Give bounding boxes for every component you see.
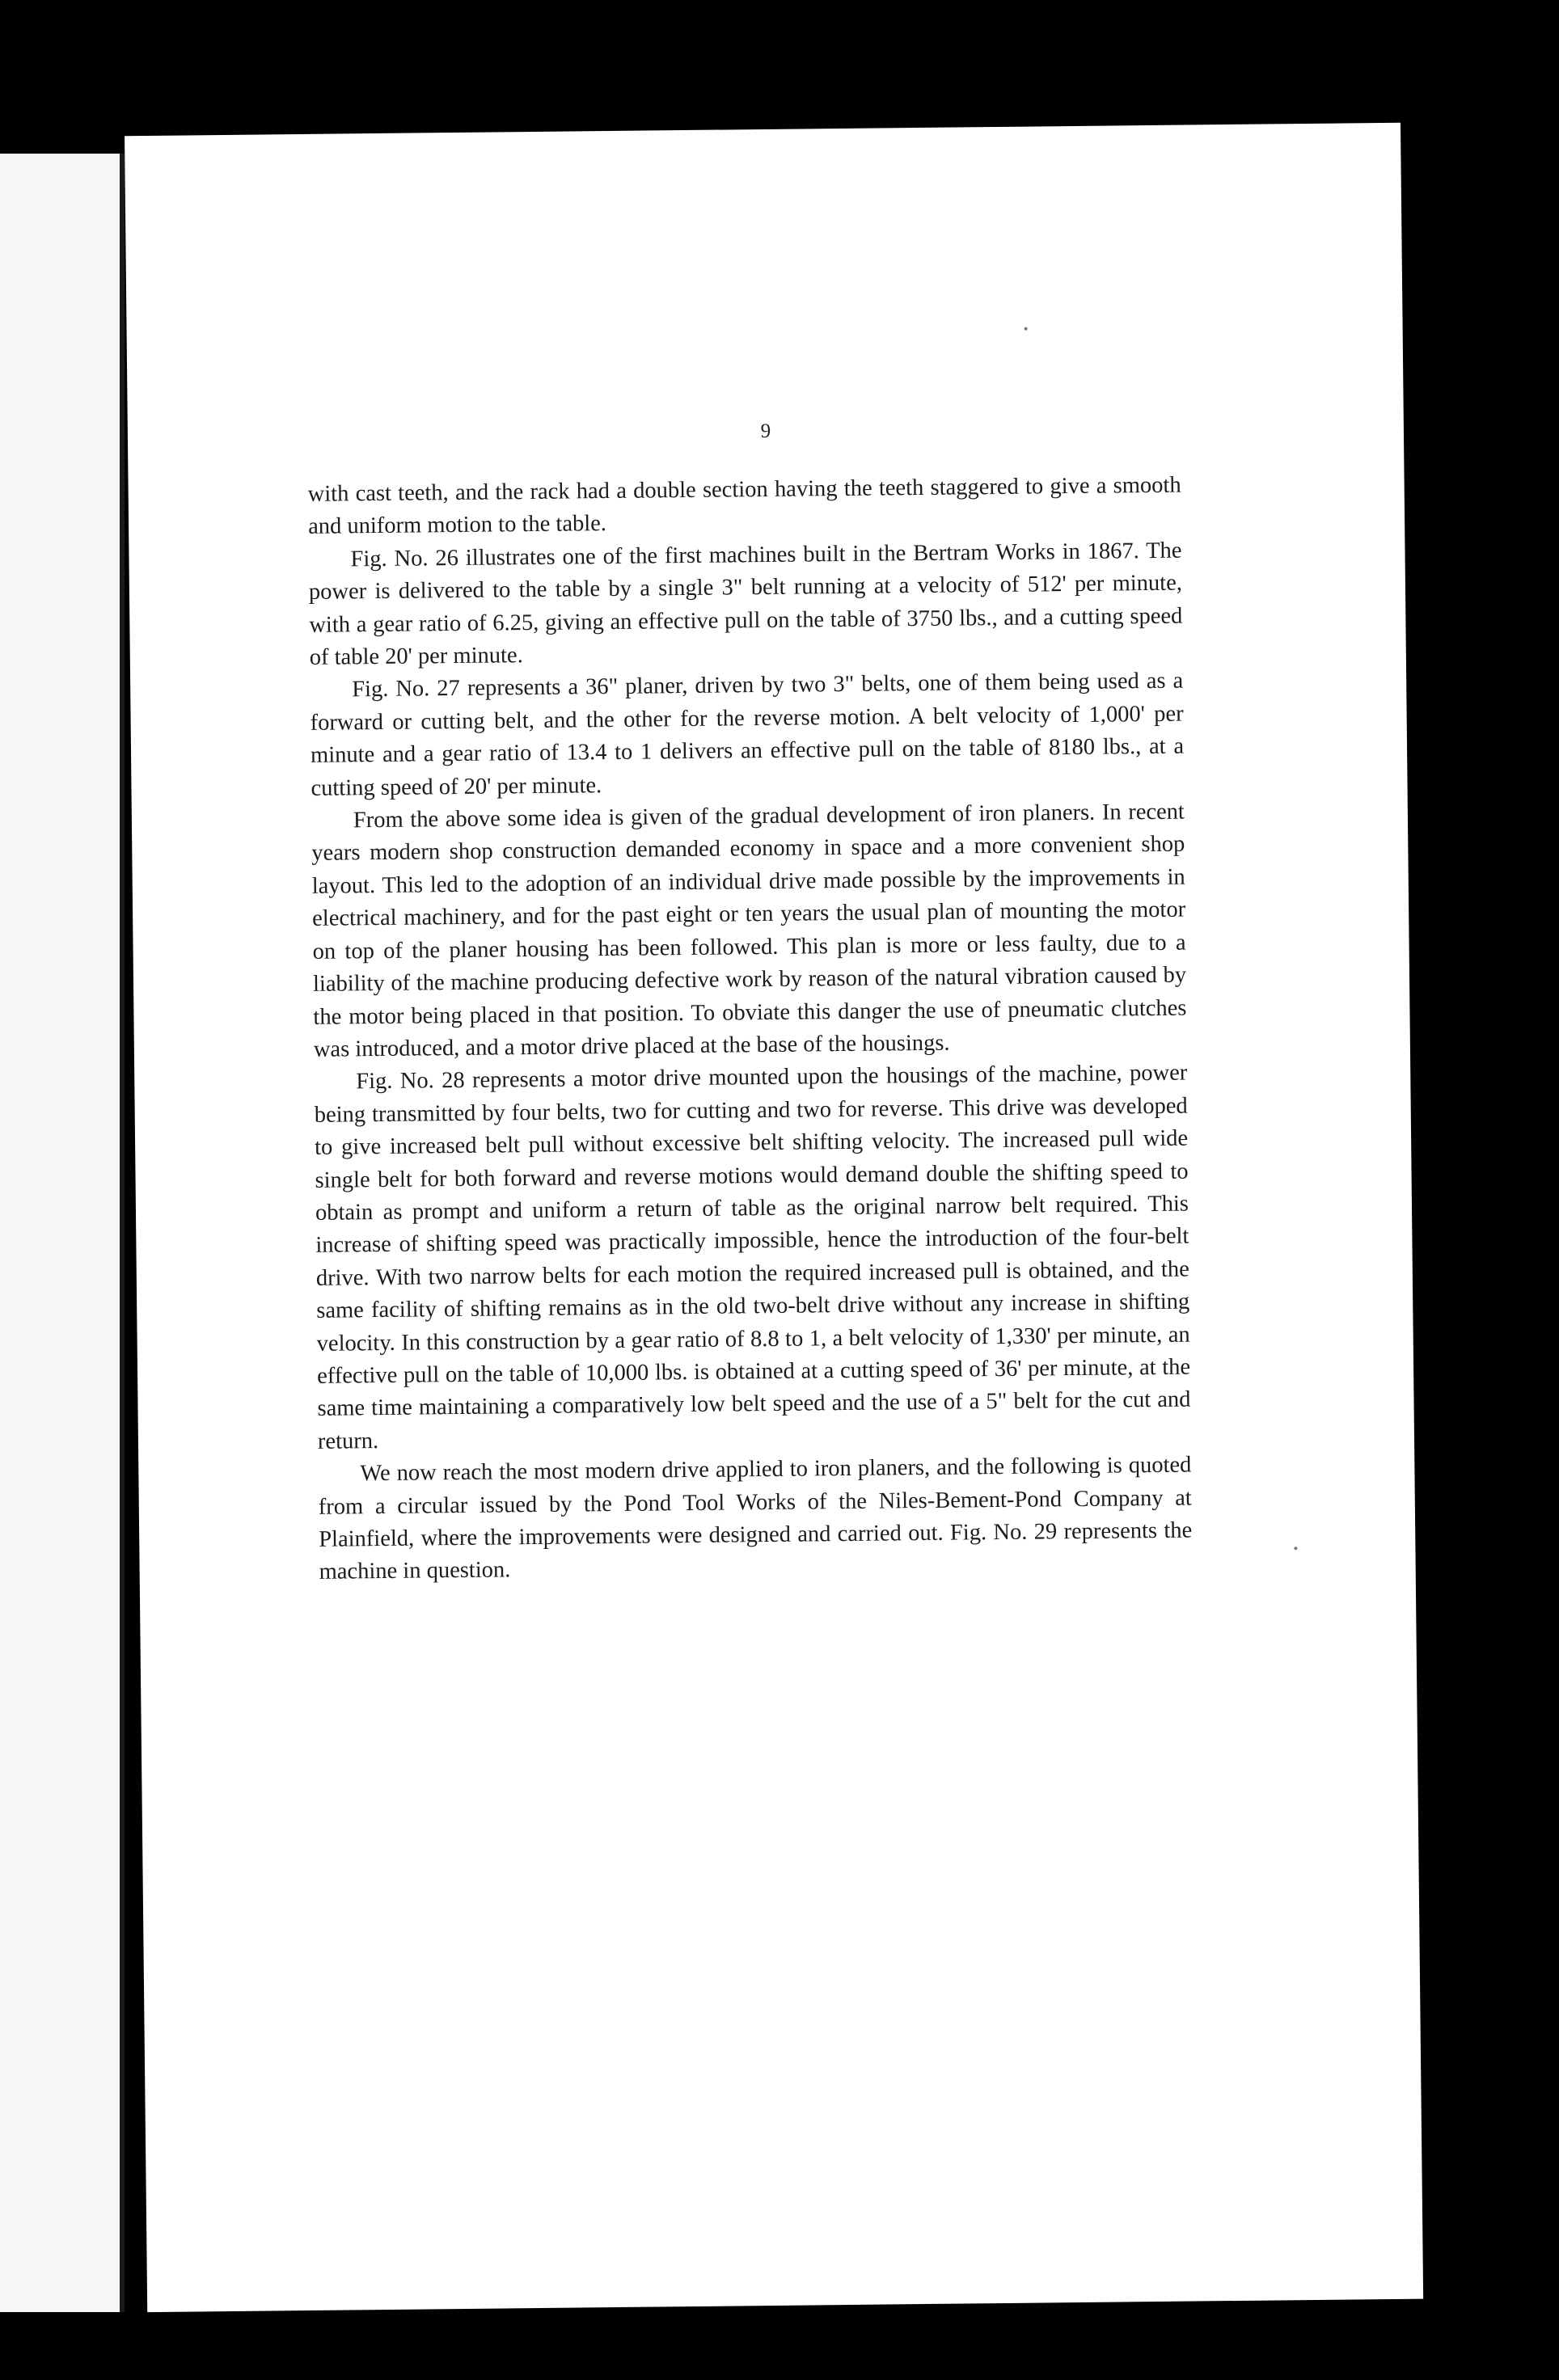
scan-speck [1025,327,1028,331]
scan-speck [1294,1547,1297,1550]
paragraph: Fig. No. 26 illustrates one of the first machines built in the Bertram Works in 1867. The power is delivered to the table by a single 3" belt running at a velocity of 512' per minute, with a gear ratio of 6.25, giving an effective pull on the table of 3750 lbs., and a cutting speed of table 20' per minute. [308,538,1183,670]
paragraph: with cast teeth, and the rack had a double section having the teeth staggered to give a smooth and uniform motion to the table. [307,472,1181,540]
body-text [307,470,1192,1589]
paragraph: From the above some idea is given of the gradual development of iron planers. In recent years modern shop construction demanded economy in space and a more convenient shop layout. This led to the adoption of an individual drive made possible by the improvements in electrical machinery, and for the past eight or ten years the usual plan of mounting the motor on top of the planer housing has been followed. This plan is more or less faulty, due to a liability of the machine producing defective work by reason of the natural vibration caused by the motor being placed in that position. To obviate this danger the use of pneumatic clutches was introduced, and a motor drive placed at the base of the housings. [311,799,1187,1062]
book-page [125,123,1423,2312]
previous-page-edge [0,154,125,2312]
paragraph: Fig. No. 27 represents a 36" planer, driven by two 3" belts, one of them being used as a forward or cutting belt, and the other for the reverse motion. A belt velocity of 1,000' per minute and a gear ratio of 13.4 to 1 delivers an effective pull on the table of 8180 lbs., at a cutting speed of 20' per minute. [310,669,1185,801]
paragraph: We now reach the most modern drive applied to iron planers, and the following is quoted from a circular issued by the Pond Tool Works of the Niles-Bement-Pond Company at Plainfield, where the improvements were designed and carried out. Fig. No. 29 represents the machine in question. [318,1452,1193,1585]
paragraph: Fig. No. 28 represents a motor drive mounted upon the housings of the machine, power being transmitted by four belts, two for cutting and two for reverse. This drive was developed to give increased belt pull without excessive belt shifting velocity. The increased pull wide single belt for both forward and reverse motions would demand double the shifting speed to obtain as prompt and uniform a return of table as the original narrow belt required. This increase of shifting speed was practically impossible, hence the introduction of the four-belt drive. With two narrow belts for each motion the required increased pull is obtained, and the same facility of shifting remains as in the old two-belt drive without any increase in shifting velocity. In this construction by a gear ratio of 8.8 to 1, a belt velocity of 1,330' per minute, an effective pull on the table of 10,000 lbs. is obtained at a cutting speed of 36' per minute, at the same time maintaining a comparatively low belt speed and the use of a 5" belt for the cut and return. [314,1060,1191,1454]
page-number: 9 [760,420,771,443]
